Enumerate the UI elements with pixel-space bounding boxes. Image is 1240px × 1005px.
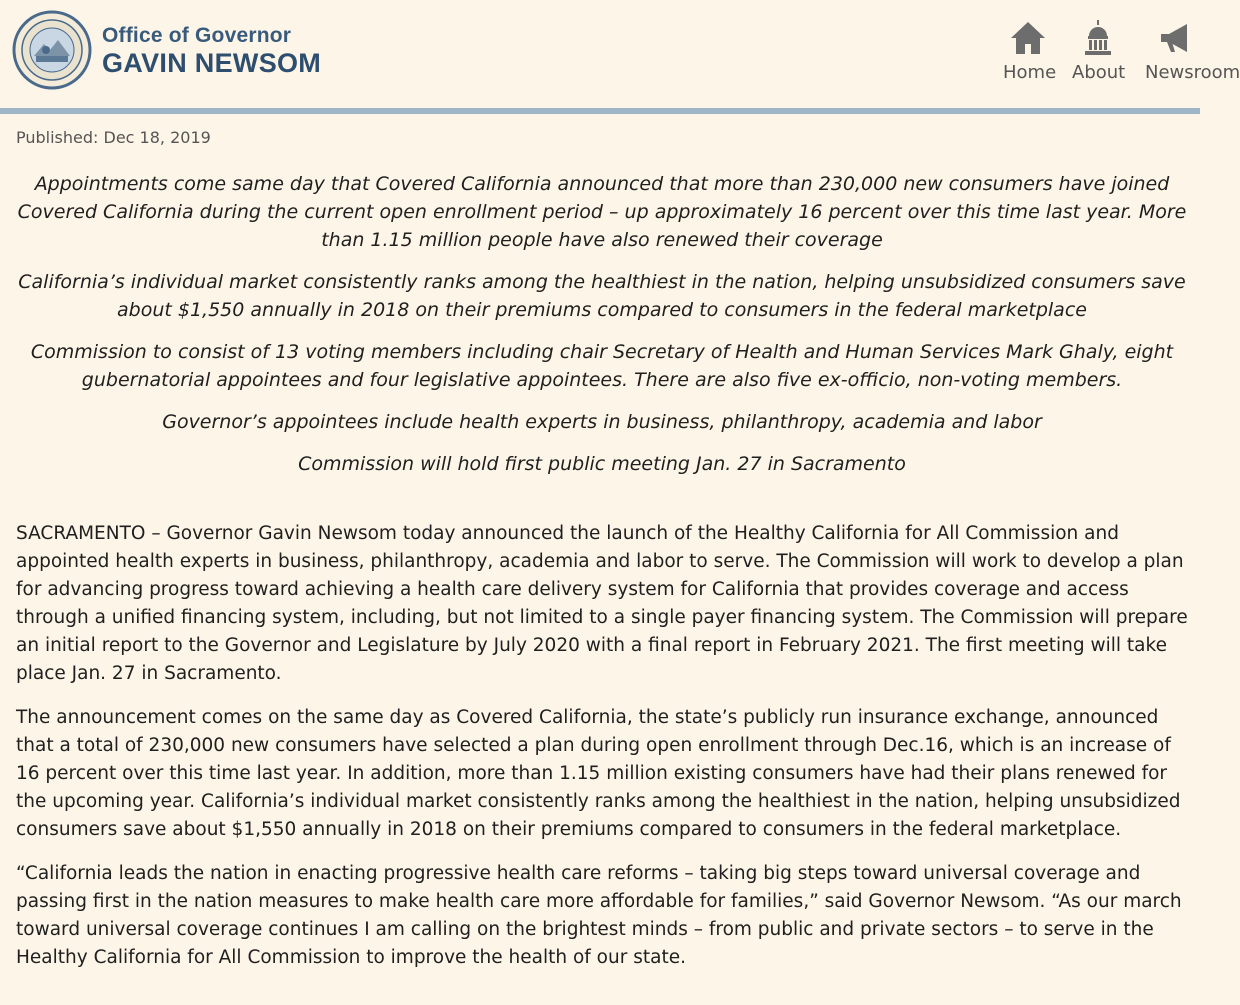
nav-home[interactable] [1003, 18, 1057, 83]
body-paragraph: The announcement comes on the same day as Covered California, the state’s publicly run insurance exchange, announced that a total of 230,000 new consumers have selected a plan during open enrollment through Dec.16, which is an increase of 16 percent over this time last year. In addition, more than 1.15 million existing consumers have had their plans renewed for the upcoming year. California’s individual market consistently ranks among the healthiest in the nation, helping unsubsidized consumers save about $1,550 annually in 2018 on their premiums compared to consumers in the federal marketplace. [16, 707, 1181, 840]
nav-newsroom-label: Newsroom [1145, 62, 1240, 83]
body-paragraph: “California leads the nation in enacting progressive health care reforms – taking big steps toward universal coverage and passing first in the nation measures to make health care more affordable for families,” said Governor Newsom. “As our march toward universal coverage continues I am calling on the brightest minds – from public and private sectors – to serve in the Healthy California for All Commission to improve the health of our state. [16, 863, 1182, 968]
home-icon [1008, 18, 1048, 58]
subhead: Appointments come same day that Covered California announced that more than 230,000 new consumers have joined Covered California during the current open enrollment period – up approximately 16 percent over this time last year. More than 1.15 million people have also renewed their coverage [17, 173, 1187, 251]
site-header [0, 0, 1240, 108]
state-seal-logo[interactable] [12, 10, 92, 90]
article-body [16, 520, 1196, 988]
nav-about-label: About [1072, 62, 1126, 83]
article-subheads [14, 170, 1190, 492]
capitol-icon [1078, 18, 1118, 58]
nav-about[interactable] [1072, 18, 1124, 83]
nav-newsroom[interactable] [1145, 18, 1240, 83]
header-divider [0, 108, 1200, 114]
body-paragraph: SACRAMENTO – Governor Gavin Newsom today announced the launch of the Healthy California for All Commission and appointed health experts in business, philanthropy, academia and labor to serve. The Commission will work to develop a plan for advancing progress toward achieving a health care delivery system for California that provides coverage and access through a unified financing system, including, but not limited to a single payer financing system. The Commission will prepare an initial report to the Governor and Legislature by July 2020 with a final report in February 2021. The first meeting will take place Jan. 27 in Sacramento. [16, 523, 1188, 684]
brand-title[interactable] [102, 24, 321, 78]
brand-governor-name: GAVIN NEWSOM [102, 48, 322, 78]
subhead: Commission to consist of 13 voting members including chair Secretary of Health and Human Services Mark Ghaly, eight gubernatorial appointees and four legislative appointees. There are also five ex-officio, non-voting members. [30, 341, 1174, 391]
subhead: Commission will hold first public meeting Jan. 27 in Sacramento [298, 453, 906, 475]
nav-home-label: Home [1003, 62, 1057, 83]
megaphone-icon [1157, 18, 1197, 58]
brand-office-label: Office of Governor [102, 24, 292, 47]
subhead: California’s individual market consistently ranks among the healthiest in the nation, helping unsubsidized consumers save about $1,550 annually in 2018 on their premiums compared to consumers in the federal marketplace [18, 271, 1186, 321]
subhead: Governor’s appointees include health experts in business, philanthropy, academia and labor [162, 411, 1042, 433]
published-date: Published: Dec 18, 2019 [16, 128, 211, 147]
